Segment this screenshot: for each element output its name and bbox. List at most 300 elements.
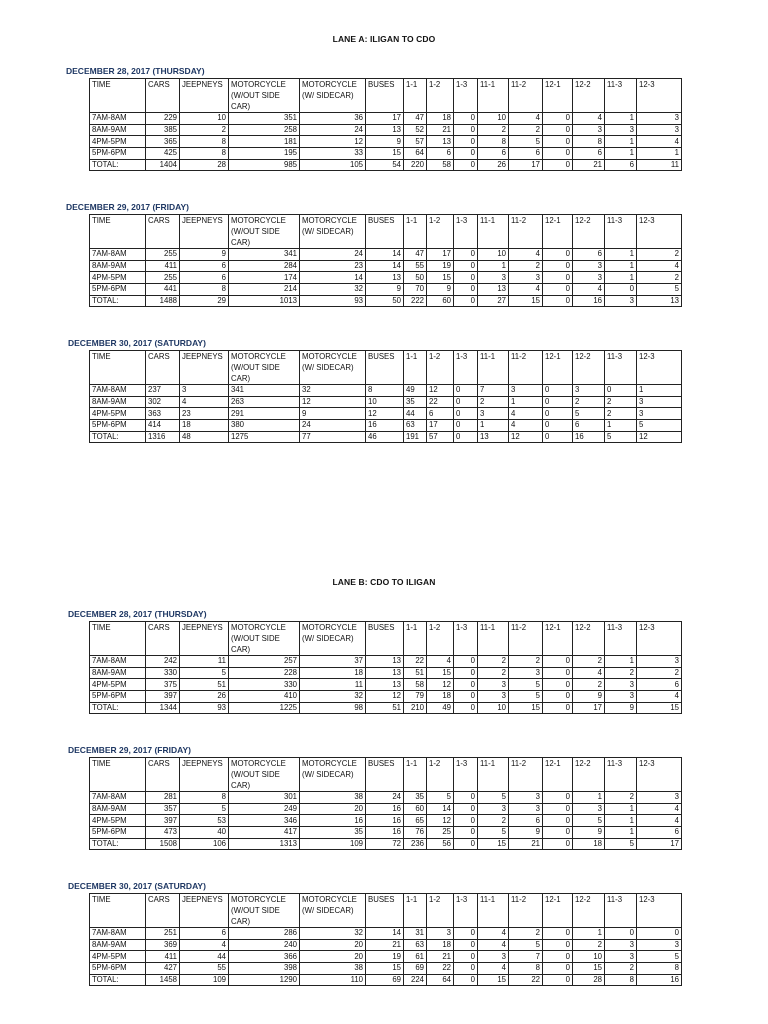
jeepneys-cell: 40 (180, 827, 229, 839)
motorcycle-with-sidecar-cell: 20 (300, 803, 366, 815)
class-1-1-cell: 61 (404, 951, 427, 963)
class-11-3-cell: 1 (605, 148, 637, 160)
class-11-2-cell: 5 (509, 136, 543, 148)
time-cell: 7AM-8AM (90, 249, 146, 261)
buses-cell: 9 (366, 284, 404, 296)
class-11-3-cell: 3 (605, 679, 637, 691)
time-cell: TOTAL: (90, 159, 146, 171)
motorcycle-with-sidecar-cell: 9 (300, 408, 366, 420)
class-12-3-cell: 3 (637, 113, 682, 125)
motorcycle-with-sidecar-cell: 23 (300, 260, 366, 272)
class-1-1-cell: 222 (404, 295, 427, 307)
motorcycle-without-sidecar-cell: 1013 (229, 295, 300, 307)
class-12-3-cell: 3 (637, 396, 682, 408)
class-1-3-cell: 0 (454, 792, 478, 804)
class-11-1-cell: 13 (478, 284, 509, 296)
cars-cell: 473 (146, 827, 180, 839)
class-12-1-cell: 0 (543, 113, 573, 125)
class-1-2-cell: 18 (427, 113, 454, 125)
header-class-1-1: 1-1 (404, 215, 427, 249)
header-class-1-1: 1-1 (404, 351, 427, 385)
class-11-1-cell: 4 (478, 928, 509, 940)
motorcycle-without-sidecar-cell: 174 (229, 272, 300, 284)
class-11-3-cell: 2 (605, 396, 637, 408)
motorcycle-with-sidecar-cell: 24 (300, 124, 366, 136)
class-1-3-cell: 0 (454, 431, 478, 443)
motorcycle-with-sidecar-cell: 38 (300, 963, 366, 975)
class-1-3-cell: 0 (454, 272, 478, 284)
class-11-3-cell: 1 (605, 815, 637, 827)
buses-cell: 14 (366, 260, 404, 272)
header-cars: CARS (146, 894, 180, 928)
motorcycle-with-sidecar-cell: 110 (300, 974, 366, 986)
header-cars: CARS (146, 758, 180, 792)
class-11-1-cell: 27 (478, 295, 509, 307)
header-class-12-1: 12-1 (543, 351, 573, 385)
time-cell: 5PM-6PM (90, 420, 146, 432)
motorcycle-without-sidecar-cell: 351 (229, 113, 300, 125)
motorcycle-with-sidecar-cell: 93 (300, 295, 366, 307)
jeepneys-cell: 44 (180, 951, 229, 963)
header-time: TIME (90, 79, 146, 113)
header-class-1-2: 1-2 (427, 894, 454, 928)
class-11-1-cell: 3 (478, 951, 509, 963)
header-class-11-2: 11-2 (509, 351, 543, 385)
jeepneys-cell: 51 (180, 679, 229, 691)
buses-cell: 13 (366, 272, 404, 284)
class-11-1-cell: 10 (478, 702, 509, 714)
class-1-3-cell: 0 (454, 815, 478, 827)
header-buses: BUSES (366, 215, 404, 249)
table-row (90, 815, 682, 827)
header-buses: BUSES (366, 894, 404, 928)
header-motorcycle-without-sidecar: MOTORCYCLE (W/OUT SIDE CAR) (229, 215, 300, 249)
cars-cell: 375 (146, 679, 180, 691)
header-class-11-3: 11-3 (605, 79, 637, 113)
class-11-3-cell: 3 (605, 691, 637, 703)
class-1-2-cell: 6 (427, 408, 454, 420)
motorcycle-with-sidecar-cell: 12 (300, 136, 366, 148)
class-12-3-cell: 13 (637, 295, 682, 307)
header-class-11-2: 11-2 (509, 79, 543, 113)
class-12-3-cell: 2 (637, 667, 682, 679)
class-12-2-cell: 4 (573, 284, 605, 296)
header-jeepneys: JEEPNEYS (180, 894, 229, 928)
class-12-1-cell: 0 (543, 827, 573, 839)
motorcycle-without-sidecar-cell: 380 (229, 420, 300, 432)
cars-cell: 385 (146, 124, 180, 136)
class-12-1-cell: 0 (543, 396, 573, 408)
lane-a-day-3-table (89, 350, 682, 443)
class-12-1-cell: 0 (543, 284, 573, 296)
class-12-2-cell: 4 (573, 113, 605, 125)
class-11-1-cell: 5 (478, 827, 509, 839)
motorcycle-with-sidecar-cell: 32 (300, 928, 366, 940)
class-1-1-cell: 44 (404, 408, 427, 420)
cars-cell: 251 (146, 928, 180, 940)
header-time: TIME (90, 215, 146, 249)
table-row (90, 691, 682, 703)
class-12-1-cell: 0 (543, 148, 573, 160)
motorcycle-with-sidecar-cell: 37 (300, 656, 366, 668)
class-12-1-cell: 0 (543, 260, 573, 272)
jeepneys-cell: 26 (180, 691, 229, 703)
class-1-1-cell: 224 (404, 974, 427, 986)
motorcycle-without-sidecar-cell: 341 (229, 385, 300, 397)
header-time: TIME (90, 351, 146, 385)
class-12-3-cell: 11 (637, 159, 682, 171)
class-12-1-cell: 0 (543, 951, 573, 963)
class-11-1-cell: 4 (478, 963, 509, 975)
motorcycle-without-sidecar-cell: 258 (229, 124, 300, 136)
class-12-3-cell: 8 (637, 963, 682, 975)
header-class-11-3: 11-3 (605, 622, 637, 656)
class-12-2-cell: 6 (573, 148, 605, 160)
class-1-2-cell: 22 (427, 963, 454, 975)
header-motorcycle-without-sidecar: MOTORCYCLE (W/OUT SIDE CAR) (229, 758, 300, 792)
time-cell: 4PM-5PM (90, 679, 146, 691)
header-motorcycle-with-sidecar: MOTORCYCLE (W/ SIDECAR) (300, 622, 366, 656)
header-class-12-2: 12-2 (573, 351, 605, 385)
class-12-1-cell: 0 (543, 928, 573, 940)
table-header-row (90, 758, 682, 792)
time-cell: TOTAL: (90, 838, 146, 850)
jeepneys-cell: 48 (180, 431, 229, 443)
class-11-3-cell: 8 (605, 974, 637, 986)
class-1-3-cell: 0 (454, 656, 478, 668)
motorcycle-with-sidecar-cell: 18 (300, 667, 366, 679)
lane-a-day-2-title: DECEMBER 29, 2017 (FRIDAY) (66, 202, 189, 212)
motorcycle-without-sidecar-cell: 240 (229, 939, 300, 951)
class-1-2-cell: 12 (427, 815, 454, 827)
header-class-11-1: 11-1 (478, 351, 509, 385)
buses-cell: 69 (366, 974, 404, 986)
class-11-1-cell: 4 (478, 939, 509, 951)
class-1-3-cell: 0 (454, 838, 478, 850)
class-11-1-cell: 1 (478, 420, 509, 432)
lane-b-title: LANE B: CDO TO ILIGAN (332, 577, 436, 587)
class-1-2-cell: 22 (427, 396, 454, 408)
cars-cell: 1488 (146, 295, 180, 307)
buses-cell: 16 (366, 420, 404, 432)
class-11-3-cell: 1 (605, 113, 637, 125)
class-1-2-cell: 18 (427, 939, 454, 951)
class-11-2-cell: 5 (509, 939, 543, 951)
header-class-12-2: 12-2 (573, 622, 605, 656)
table-row (90, 939, 682, 951)
motorcycle-with-sidecar-cell: 12 (300, 396, 366, 408)
class-11-3-cell: 1 (605, 249, 637, 261)
class-1-3-cell: 0 (454, 951, 478, 963)
class-12-3-cell: 2 (637, 272, 682, 284)
header-motorcycle-with-sidecar: MOTORCYCLE (W/ SIDECAR) (300, 894, 366, 928)
class-1-1-cell: 70 (404, 284, 427, 296)
motorcycle-without-sidecar-cell: 410 (229, 691, 300, 703)
motorcycle-without-sidecar-cell: 330 (229, 679, 300, 691)
class-11-2-cell: 15 (509, 702, 543, 714)
class-12-3-cell: 17 (637, 838, 682, 850)
class-1-1-cell: 47 (404, 249, 427, 261)
motorcycle-with-sidecar-cell: 16 (300, 815, 366, 827)
class-1-1-cell: 58 (404, 679, 427, 691)
motorcycle-without-sidecar-cell: 1313 (229, 838, 300, 850)
header-motorcycle-with-sidecar: MOTORCYCLE (W/ SIDECAR) (300, 215, 366, 249)
class-12-2-cell: 2 (573, 656, 605, 668)
cars-cell: 1316 (146, 431, 180, 443)
class-1-2-cell: 4 (427, 656, 454, 668)
class-1-2-cell: 21 (427, 951, 454, 963)
header-motorcycle-without-sidecar: MOTORCYCLE (W/OUT SIDE CAR) (229, 622, 300, 656)
header-jeepneys: JEEPNEYS (180, 215, 229, 249)
class-12-3-cell: 4 (637, 803, 682, 815)
header-class-1-1: 1-1 (404, 79, 427, 113)
class-11-3-cell: 2 (605, 963, 637, 975)
cars-cell: 397 (146, 691, 180, 703)
jeepneys-cell: 109 (180, 974, 229, 986)
table-header-row (90, 215, 682, 249)
class-1-3-cell: 0 (454, 974, 478, 986)
class-11-2-cell: 9 (509, 827, 543, 839)
motorcycle-without-sidecar-cell: 301 (229, 792, 300, 804)
class-11-2-cell: 12 (509, 431, 543, 443)
motorcycle-with-sidecar-cell: 109 (300, 838, 366, 850)
class-1-3-cell: 0 (454, 928, 478, 940)
class-12-2-cell: 28 (573, 974, 605, 986)
class-12-2-cell: 2 (573, 939, 605, 951)
class-1-3-cell: 0 (454, 159, 478, 171)
class-11-1-cell: 10 (478, 249, 509, 261)
table-row (90, 408, 682, 420)
class-12-1-cell: 0 (543, 691, 573, 703)
header-buses: BUSES (366, 758, 404, 792)
header-time: TIME (90, 894, 146, 928)
cars-cell: 427 (146, 963, 180, 975)
class-12-3-cell: 5 (637, 284, 682, 296)
jeepneys-cell: 29 (180, 295, 229, 307)
jeepneys-cell: 9 (180, 249, 229, 261)
header-class-1-2: 1-2 (427, 758, 454, 792)
class-11-1-cell: 2 (478, 124, 509, 136)
class-12-1-cell: 0 (543, 249, 573, 261)
motorcycle-with-sidecar-cell: 38 (300, 792, 366, 804)
header-motorcycle-with-sidecar: MOTORCYCLE (W/ SIDECAR) (300, 351, 366, 385)
class-12-1-cell: 0 (543, 963, 573, 975)
class-1-1-cell: 22 (404, 656, 427, 668)
cars-cell: 255 (146, 249, 180, 261)
class-12-1-cell: 0 (543, 431, 573, 443)
motorcycle-with-sidecar-cell: 33 (300, 148, 366, 160)
cars-cell: 229 (146, 113, 180, 125)
header-time: TIME (90, 758, 146, 792)
motorcycle-with-sidecar-cell: 24 (300, 249, 366, 261)
class-1-1-cell: 63 (404, 420, 427, 432)
class-12-1-cell: 0 (543, 667, 573, 679)
buses-cell: 9 (366, 136, 404, 148)
motorcycle-with-sidecar-cell: 32 (300, 691, 366, 703)
class-1-3-cell: 0 (454, 295, 478, 307)
header-class-12-1: 12-1 (543, 215, 573, 249)
class-1-1-cell: 31 (404, 928, 427, 940)
class-12-3-cell: 5 (637, 951, 682, 963)
class-11-1-cell: 8 (478, 136, 509, 148)
class-1-3-cell: 0 (454, 148, 478, 160)
table-row (90, 679, 682, 691)
lane-b-day-3-table (89, 893, 682, 986)
class-1-2-cell: 6 (427, 148, 454, 160)
table-row (90, 827, 682, 839)
cars-cell: 357 (146, 803, 180, 815)
buses-cell: 72 (366, 838, 404, 850)
class-1-2-cell: 58 (427, 159, 454, 171)
class-1-1-cell: 76 (404, 827, 427, 839)
class-1-2-cell: 17 (427, 420, 454, 432)
header-class-11-1: 11-1 (478, 79, 509, 113)
class-12-1-cell: 0 (543, 159, 573, 171)
table-row (90, 420, 682, 432)
class-12-1-cell: 0 (543, 815, 573, 827)
class-11-2-cell: 2 (509, 656, 543, 668)
header-class-1-3: 1-3 (454, 758, 478, 792)
buses-cell: 13 (366, 124, 404, 136)
class-1-3-cell: 0 (454, 113, 478, 125)
class-12-2-cell: 5 (573, 815, 605, 827)
lane-b-day-2-table (89, 757, 682, 850)
class-1-3-cell: 0 (454, 124, 478, 136)
header-class-12-1: 12-1 (543, 758, 573, 792)
class-11-3-cell: 5 (605, 838, 637, 850)
class-12-1-cell: 0 (543, 124, 573, 136)
header-class-1-2: 1-2 (427, 79, 454, 113)
class-11-3-cell: 3 (605, 951, 637, 963)
table-total-row (90, 702, 682, 714)
cars-cell: 255 (146, 272, 180, 284)
motorcycle-with-sidecar-cell: 77 (300, 431, 366, 443)
motorcycle-without-sidecar-cell: 346 (229, 815, 300, 827)
class-11-1-cell: 2 (478, 815, 509, 827)
class-1-1-cell: 60 (404, 803, 427, 815)
class-11-3-cell: 1 (605, 260, 637, 272)
class-12-2-cell: 3 (573, 385, 605, 397)
buses-cell: 15 (366, 963, 404, 975)
header-class-1-1: 1-1 (404, 894, 427, 928)
header-motorcycle-with-sidecar: MOTORCYCLE (W/ SIDECAR) (300, 79, 366, 113)
buses-cell: 54 (366, 159, 404, 171)
class-1-1-cell: 52 (404, 124, 427, 136)
header-class-11-2: 11-2 (509, 622, 543, 656)
header-jeepneys: JEEPNEYS (180, 351, 229, 385)
buses-cell: 13 (366, 679, 404, 691)
time-cell: 7AM-8AM (90, 928, 146, 940)
class-12-2-cell: 3 (573, 272, 605, 284)
class-11-1-cell: 15 (478, 974, 509, 986)
class-1-3-cell: 0 (454, 136, 478, 148)
class-1-2-cell: 15 (427, 667, 454, 679)
header-class-11-3: 11-3 (605, 758, 637, 792)
motorcycle-with-sidecar-cell: 20 (300, 939, 366, 951)
class-1-2-cell: 21 (427, 124, 454, 136)
table-row (90, 951, 682, 963)
header-class-1-2: 1-2 (427, 215, 454, 249)
class-12-3-cell: 6 (637, 679, 682, 691)
class-12-1-cell: 0 (543, 792, 573, 804)
motorcycle-without-sidecar-cell: 286 (229, 928, 300, 940)
jeepneys-cell: 3 (180, 385, 229, 397)
class-1-3-cell: 0 (454, 803, 478, 815)
class-12-1-cell: 0 (543, 295, 573, 307)
class-12-2-cell: 3 (573, 803, 605, 815)
cars-cell: 1508 (146, 838, 180, 850)
header-jeepneys: JEEPNEYS (180, 758, 229, 792)
class-11-2-cell: 3 (509, 803, 543, 815)
class-12-1-cell: 0 (543, 408, 573, 420)
class-11-1-cell: 3 (478, 803, 509, 815)
class-1-2-cell: 25 (427, 827, 454, 839)
cars-cell: 242 (146, 656, 180, 668)
table-header-row (90, 894, 682, 928)
class-1-2-cell: 15 (427, 272, 454, 284)
jeepneys-cell: 28 (180, 159, 229, 171)
buses-cell: 16 (366, 815, 404, 827)
time-cell: 5PM-6PM (90, 284, 146, 296)
motorcycle-with-sidecar-cell: 20 (300, 951, 366, 963)
header-buses: BUSES (366, 79, 404, 113)
class-11-3-cell: 1 (605, 803, 637, 815)
header-class-12-2: 12-2 (573, 758, 605, 792)
class-1-3-cell: 0 (454, 260, 478, 272)
class-11-3-cell: 3 (605, 124, 637, 136)
class-12-1-cell: 0 (543, 385, 573, 397)
lane-a-day-3-title: DECEMBER 30, 2017 (SATURDAY) (68, 338, 206, 348)
class-11-1-cell: 1 (478, 260, 509, 272)
header-class-12-3: 12-3 (637, 215, 682, 249)
time-cell: 7AM-8AM (90, 113, 146, 125)
jeepneys-cell: 5 (180, 803, 229, 815)
buses-cell: 17 (366, 113, 404, 125)
motorcycle-without-sidecar-cell: 263 (229, 396, 300, 408)
motorcycle-without-sidecar-cell: 341 (229, 249, 300, 261)
table-row (90, 113, 682, 125)
motorcycle-without-sidecar-cell: 291 (229, 408, 300, 420)
class-12-2-cell: 5 (573, 408, 605, 420)
class-1-3-cell: 0 (454, 284, 478, 296)
class-1-1-cell: 51 (404, 667, 427, 679)
class-11-2-cell: 4 (509, 284, 543, 296)
cars-cell: 425 (146, 148, 180, 160)
header-cars: CARS (146, 351, 180, 385)
table-row (90, 928, 682, 940)
time-cell: 4PM-5PM (90, 951, 146, 963)
jeepneys-cell: 8 (180, 136, 229, 148)
class-12-2-cell: 15 (573, 963, 605, 975)
time-cell: 8AM-9AM (90, 396, 146, 408)
table-row (90, 124, 682, 136)
jeepneys-cell: 10 (180, 113, 229, 125)
class-11-2-cell: 1 (509, 396, 543, 408)
buses-cell: 16 (366, 803, 404, 815)
header-class-12-2: 12-2 (573, 894, 605, 928)
jeepneys-cell: 18 (180, 420, 229, 432)
header-cars: CARS (146, 622, 180, 656)
class-12-3-cell: 3 (637, 408, 682, 420)
class-12-3-cell: 16 (637, 974, 682, 986)
class-1-2-cell: 12 (427, 385, 454, 397)
class-1-2-cell: 57 (427, 431, 454, 443)
lane-a-day-2-table (89, 214, 682, 307)
class-1-3-cell: 0 (454, 249, 478, 261)
buses-cell: 21 (366, 939, 404, 951)
class-11-3-cell: 1 (605, 272, 637, 284)
class-12-3-cell: 15 (637, 702, 682, 714)
